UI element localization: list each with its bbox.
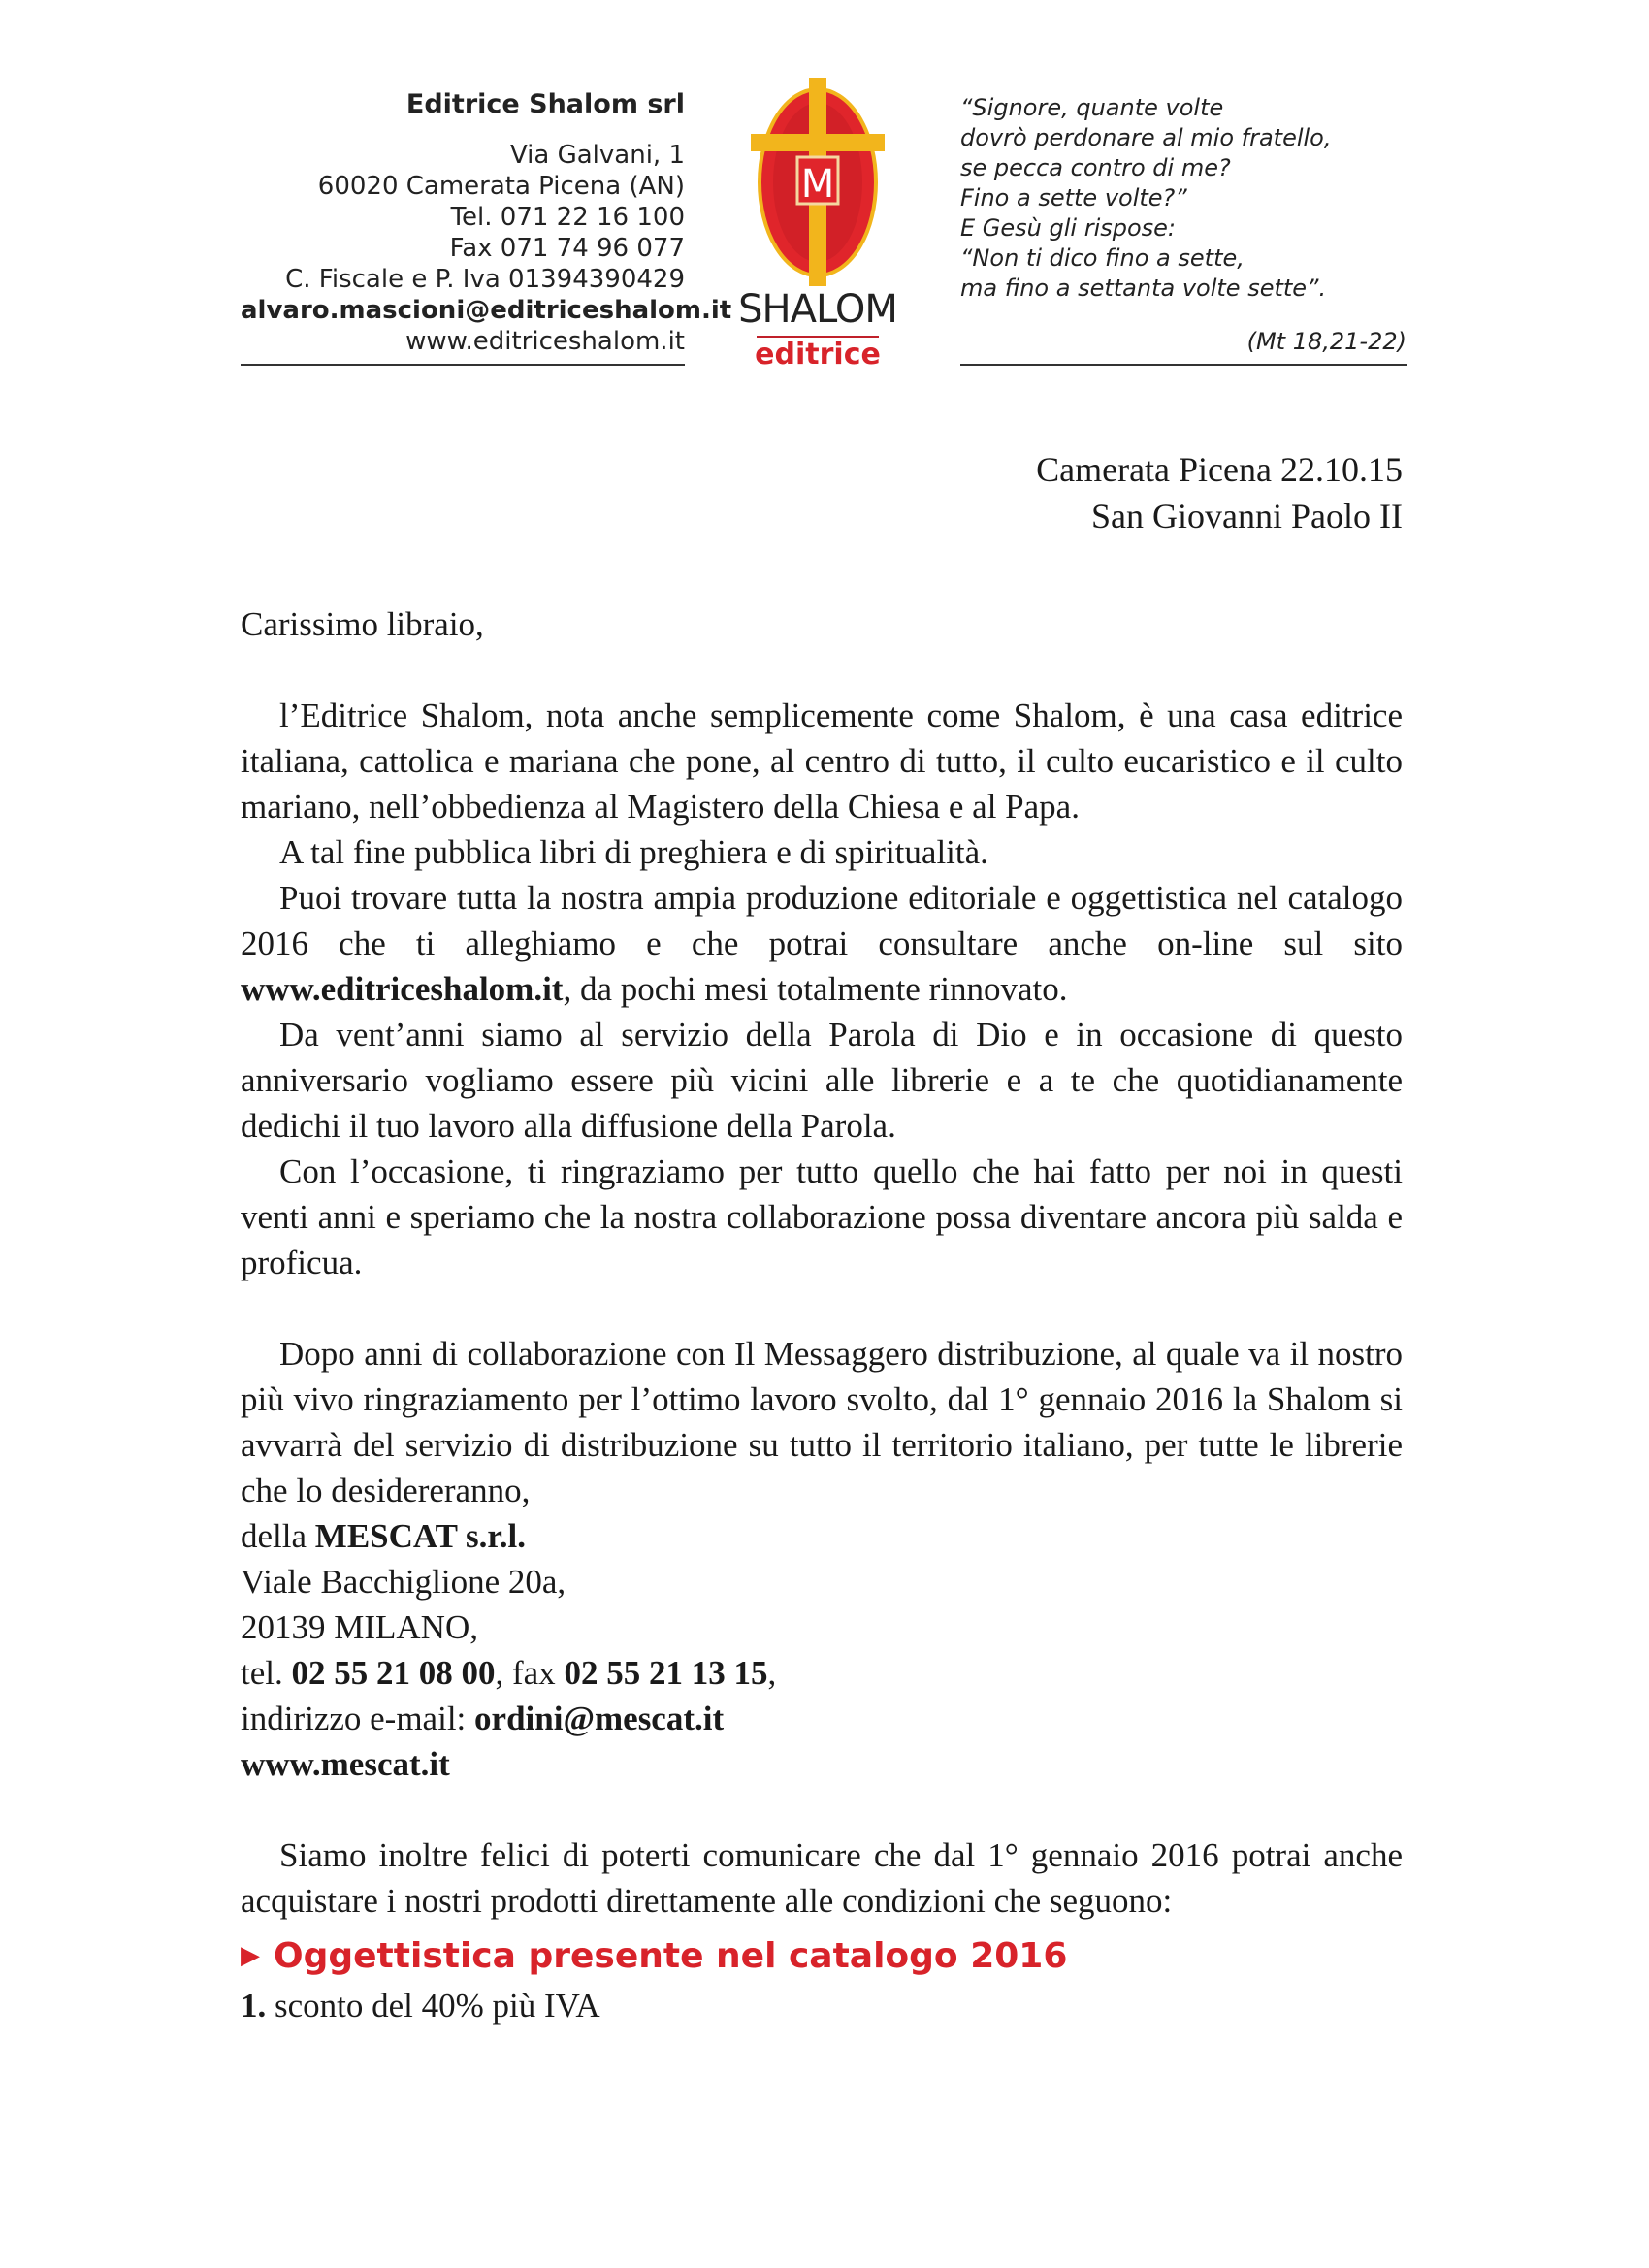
company-email-link[interactable]: alvaro.mascioni@editriceshalom.it — [241, 296, 732, 325]
letterhead-quote — [960, 93, 1406, 357]
quote-line: se pecca contro di me? — [960, 154, 1231, 181]
quote-line: “Non ti dico fino a sette, — [960, 244, 1245, 272]
logo-wordmark: SHALOM — [738, 287, 897, 332]
date-block — [873, 446, 1403, 539]
salutation: Carissimo libraio, — [241, 605, 484, 643]
quote-line: ma fino a settanta volte sette”. — [960, 275, 1327, 302]
divider-right — [960, 364, 1406, 366]
triangle-bullet-icon: ▶ — [241, 1941, 260, 1970]
letterhead-contact — [241, 89, 732, 357]
quote-reference: (Mt 18,21-22) — [1246, 328, 1406, 355]
item-number: 1. — [241, 1987, 267, 2025]
distributor-block — [241, 1513, 1403, 1787]
paragraph-catalog: Puoi trovare tutta la nostra ampia produzione editoriale e oggettistica nel catalogo 2016 che ti alleghiamo e che potrai consultare anche on-line sul sito www.editriceshalom.it, da pochi mesi totalmente rinnovato. — [241, 879, 1403, 1008]
quote-line: dovrò perdonare al mio fratello, — [960, 124, 1332, 151]
list-item — [241, 1983, 1403, 2028]
quote-line: “Signore, quante volte — [960, 94, 1224, 121]
distributor-name-line: della MESCAT s.r.l. — [241, 1517, 526, 1555]
paragraph-conditions: Siamo inoltre felici di poterti comunicare che dal 1° gennaio 2016 potrai anche acquistare i nostri prodotti direttamente alle condizioni che seguono: — [241, 1836, 1403, 1920]
paragraph-thanks: Con l’occasione, ti ringraziamo per tutto quello che hai fatto per noi in questi venti anni e speriamo che la nostra collaborazione possa diventare ancora più salda e proficua. — [241, 1152, 1403, 1281]
distributor-city: 20139 MILANO, — [241, 1608, 478, 1646]
distributor-name: MESCAT s.r.l. — [314, 1517, 526, 1555]
paragraph-anniversary: Da vent’anni siamo al servizio della Parola di Dio e in occasione di questo anniversario vogliamo essere più vicini alle librerie e a te che quotidianamente dedichi il tuo lavoro alla diffusione della Parola. — [241, 1016, 1403, 1145]
website-link[interactable]: www.editriceshalom.it — [241, 970, 564, 1008]
section-heading: ▶ Oggettistica presente nel catalogo 2016 — [241, 1936, 1068, 1976]
distributor-website-link[interactable]: www.mescat.it — [241, 1745, 450, 1783]
company-website-link[interactable]: www.editriceshalom.it — [405, 327, 685, 356]
fax-line: Fax 071 74 96 077 — [449, 234, 685, 263]
logo-letter: M — [800, 162, 835, 207]
date-line: Camerata Picena 22.10.15 — [1036, 450, 1403, 489]
divider-left — [241, 364, 685, 366]
distributor-email-link[interactable]: ordini@mescat.it — [474, 1700, 725, 1737]
item-text: sconto del 40% più IVA — [266, 1987, 600, 2025]
paragraph-distribution: Dopo anni di collaborazione con Il Messaggero distribuzione, al quale va il nostro più vivo ringraziamento per l’ottimo lavoro svolto, dal 1° gennaio 2016 la Shalom si avvarrà del servizio di distribuzione su tutto il territorio italiano, per tutte le librerie che lo desidereranno, — [241, 1335, 1403, 1509]
phone-line: Tel. 071 22 16 100 — [450, 203, 685, 232]
distributor-phone-line: tel. 02 55 21 08 00, fax 02 55 21 13 15, — [241, 1654, 777, 1692]
distributor-email-line: indirizzo e-mail: ordini@mescat.it — [241, 1700, 725, 1737]
paragraph-purpose: A tal fine pubblica libri di preghiera e di spiritualità. — [279, 833, 988, 871]
company-name: Editrice Shalom srl — [405, 89, 685, 119]
quote-line: E Gesù gli rispose: — [960, 214, 1177, 242]
distributor-address: Viale Bacchiglione 20a, — [241, 1563, 566, 1601]
paragraph-intro: l’Editrice Shalom, nota anche semplicemente come Shalom, è una casa editrice italiana, cattolica e mariana che pone, al centro di tutto, il culto eucaristico e il culto mariano, nell’obbedienza al Magistero della Chiesa e al Papa. — [241, 697, 1403, 826]
quote-line: Fino a sette volte?” — [960, 184, 1187, 211]
address-line: 60020 Camerata Picena (AN) — [317, 172, 685, 201]
logo-subtitle: editrice — [755, 338, 881, 372]
tax-id-line: C. Fiscale e P. Iva 01394390429 — [285, 265, 685, 294]
feast-line: San Giovanni Paolo II — [1091, 497, 1403, 535]
distributor-phone: 02 55 21 08 00 — [291, 1654, 496, 1692]
letter-body — [241, 601, 1403, 2028]
distributor-fax: 02 55 21 13 15 — [564, 1654, 768, 1692]
address-line: Via Galvani, 1 — [509, 141, 685, 170]
